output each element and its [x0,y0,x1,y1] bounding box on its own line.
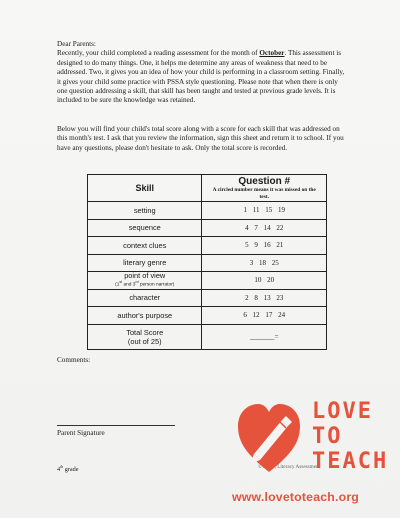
comments-label: Comments: [57,356,91,364]
grade-label [57,464,79,473]
question-numbers-cell: 2 8 13 23 [202,289,327,307]
table-header-row [88,175,327,202]
letter-body [57,40,347,153]
table-row [88,289,327,307]
total-label-line: (out of 25) [127,336,162,346]
subnote-sup: st [119,280,123,284]
table-row [88,272,327,290]
grade-suffix: th [60,464,64,469]
skill-subnote [88,279,201,289]
skill-cell: context clues [88,237,202,255]
logo-word-love: LOVE [312,399,373,424]
table-row [88,254,327,272]
question-header-note: A circled number means it was missed on the test. [212,187,316,200]
subnote-sup: rd [135,280,139,284]
skills-score-table [87,174,327,350]
skill-name: point of view [124,271,166,280]
skill-column-header: Skill [88,175,202,202]
intro-paragraph [57,49,347,105]
heart-pencil-icon [236,402,302,476]
greeting: Dear Parents: [57,40,96,48]
table-row [88,202,327,220]
total-score-blank[interactable]: _______= [202,324,327,349]
intro-text-end: . This assessment is designed to do many things. One, it helps me determine any areas of weakness that need to be addressed. Two, it gives you an idea of how your child is performing in a classroom setting. Finally, it gives your child some practice with PSSA style questioning. Please note that when there is only one question addressing a skill, that skill has been taught and tested at previous grade levels. It is included to be sure the knowledge was retained. [57,49,345,105]
total-label-line: Total Score [126,327,164,337]
love-to-teach-logo [232,399,398,514]
logo-word-to: TO [312,424,343,449]
logo-url[interactable]: www.lovetoteach.org [232,490,360,504]
logo-word-teach: TEACH [312,449,389,474]
grade-number: 4 [57,466,61,474]
question-numbers-cell: 6 12 17 24 [202,307,327,325]
grade-word: grade [64,466,79,474]
skill-cell: literary genre [88,254,202,272]
skill-cell: sequence [88,219,202,237]
skill-cell [88,272,202,290]
footer-credit: © 2013 | Literacy Assessment [258,464,321,470]
total-score-label [88,324,202,349]
table-row [88,219,327,237]
subnote-part: (1 [115,282,120,288]
skill-cell: character [88,289,202,307]
instructions-paragraph: Below you will find your child's total score along with a score for each skill that was addressed on this month's test. I ask that you review the information, sign this sheet and return it to school. If you have any questions, please don't hesitate to ask. Only the total score is recorded. [57,124,344,152]
intro-text-start: Recently, your child completed a reading assessment for the month of [57,49,260,58]
question-numbers-cell: 10 20 [202,272,327,290]
question-numbers-cell: 1 11 15 19 [202,202,327,220]
skill-cell: author's purpose [88,307,202,325]
question-numbers-cell: 4 7 14 22 [202,219,327,237]
question-column-header [202,175,327,202]
subnote-part: person narrator) [138,282,175,288]
total-score-row [88,324,327,349]
signature-line[interactable] [57,425,175,426]
table-row [88,307,327,325]
question-numbers-cell: 5 9 16 21 [202,237,327,255]
subnote-part: and 3 [122,282,136,288]
table-row [88,237,327,255]
question-numbers-cell: 3 18 25 [202,254,327,272]
question-header-title: Question # [238,176,291,188]
signature-label: Parent Signature [57,429,105,437]
skill-cell: setting [88,202,202,220]
assessment-month: October [259,49,285,58]
